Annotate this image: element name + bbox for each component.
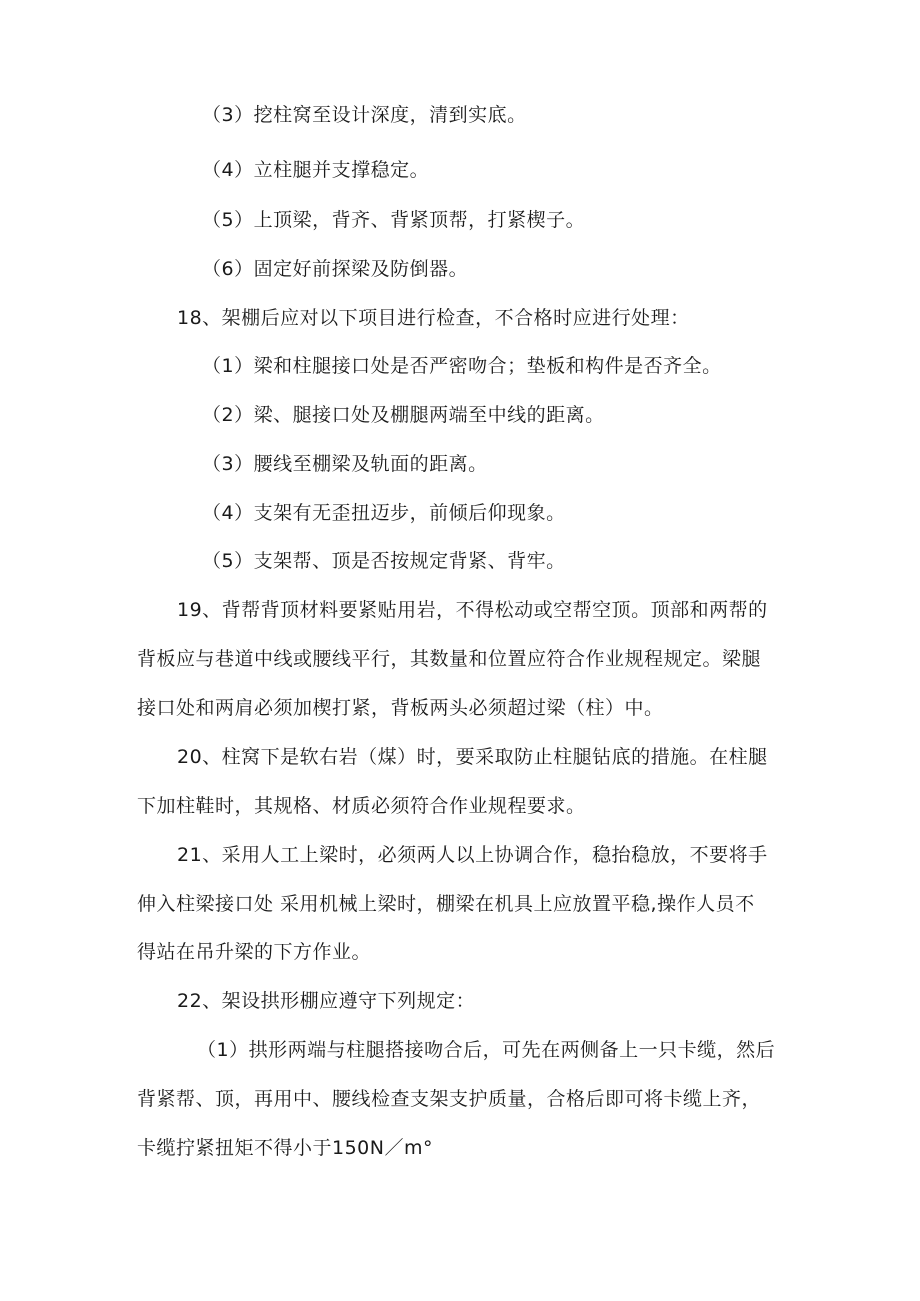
text-line: （2）梁、腿接口处及棚腿两端至中线的距离。 bbox=[202, 404, 605, 426]
text-line: （3）腰线至棚梁及轨面的距离。 bbox=[202, 453, 488, 475]
text-line: 伸入柱梁接口处 采用机械上梁时，棚梁在机具上应放置平稳,操作人员不 bbox=[137, 893, 755, 915]
text-line: （5）上顶梁，背齐、背紧顶帮，打紧楔子。 bbox=[202, 209, 586, 231]
text-line: 得站在吊升梁的下方作业。 bbox=[137, 941, 372, 963]
text-line: （5）支架帮、顶是否按规定背紧、背牢。 bbox=[202, 550, 566, 572]
text-line: （6）固定好前探梁及防倒器。 bbox=[202, 258, 469, 280]
text-line: 19、背帮背顶材料要紧贴用岩，不得松动或空帮空顶。顶部和两帮的 bbox=[177, 599, 768, 621]
text-line: 22、架设拱形棚应遵守下列规定： bbox=[177, 990, 476, 1012]
text-line: 背紧帮、顶，再用中、腰线检查支架支护质量，合格后即可将卡缆上齐， bbox=[137, 1088, 762, 1110]
text-line: （4）支架有无歪扭迈步，前倾后仰现象。 bbox=[202, 502, 566, 524]
text-line: 接口处和两肩必须加楔打紧，背板两头必须超过梁（柱）中。 bbox=[137, 697, 664, 719]
text-line: （4）立柱腿并支撑稳定。 bbox=[202, 159, 430, 181]
text-line: （1）拱形两端与柱腿搭接吻合后，可先在两侧备上一只卡缆，然后 bbox=[197, 1039, 776, 1061]
text-line: 背板应与巷道中线或腰线平行，其数量和位置应符合作业规程规定。梁腿 bbox=[137, 648, 762, 670]
text-line: （1）梁和柱腿接口处是否严密吻合；垫板和构件是否齐全。 bbox=[202, 355, 722, 377]
text-line: 21、采用人工上梁时，必须两人以上协调合作，稳抬稳放，不要将手 bbox=[177, 844, 768, 866]
text-line: （3）挖柱窝至设计深度，清到实底。 bbox=[202, 104, 527, 126]
text-line: 20、柱窝下是软右岩（煤）时，要采取防止柱腿钻底的措施。在柱腿 bbox=[177, 746, 768, 768]
text-line: 18、架棚后应对以下项目进行检查，不合格时应进行处理： bbox=[177, 307, 690, 329]
text-line: 卡缆拧紧扭矩不得小于150N／m° bbox=[137, 1137, 433, 1159]
text-line: 下加柱鞋时，其规格、材质必须符合作业规程要求。 bbox=[137, 795, 586, 817]
